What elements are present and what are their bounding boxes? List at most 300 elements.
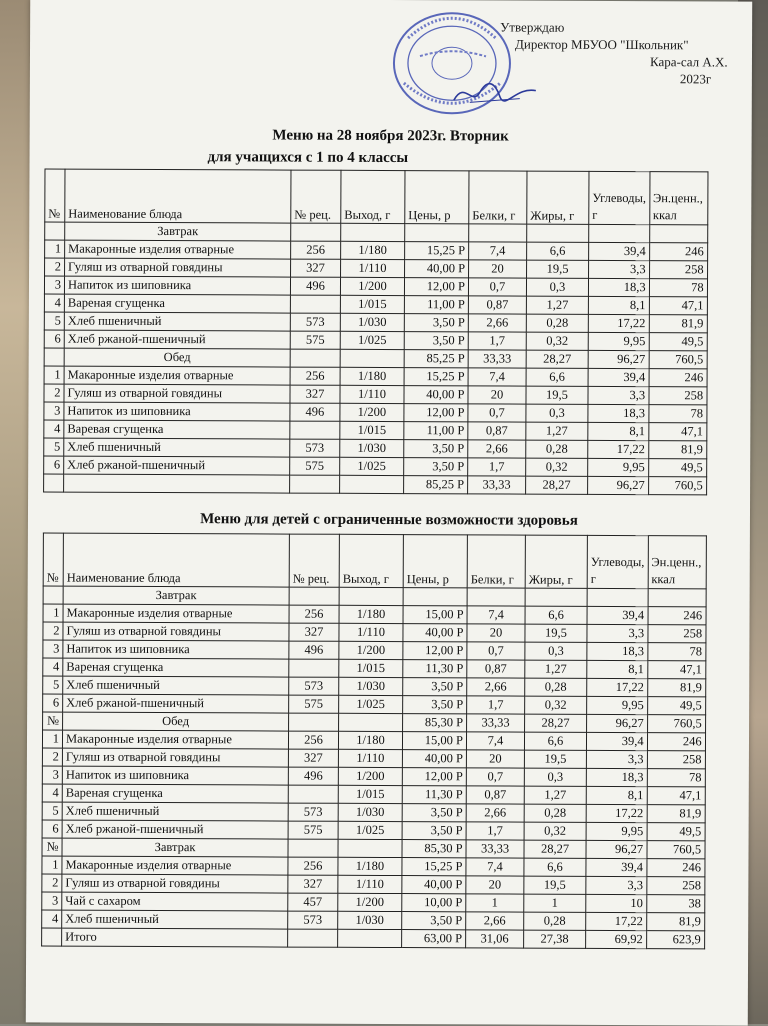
director-name: Кара-сал А.Х.: [649, 54, 728, 70]
table-cell: 1,7: [468, 332, 526, 350]
table-cell: 6: [44, 330, 64, 348]
table-cell: 28,27: [526, 350, 588, 368]
table-cell: 0,32: [525, 696, 587, 714]
table-cell: 327: [288, 875, 338, 893]
table-cell: 63,00 Р: [402, 930, 466, 948]
table-cell: 40,00 Р: [402, 876, 466, 894]
table-cell: 5: [44, 312, 64, 330]
table-cell: 8,1: [588, 422, 649, 440]
table-cell: 38: [646, 895, 704, 913]
table-cell: [45, 222, 65, 240]
table-cell: 575: [290, 457, 340, 475]
table-cell: 1/025: [339, 695, 403, 713]
table-cell: 3,3: [586, 876, 647, 894]
table-cell: Гуляш из отварной говядины: [65, 258, 291, 277]
table-cell: 1/200: [339, 641, 403, 659]
column-header: Жиры, г: [527, 171, 589, 224]
table-cell: [649, 225, 707, 243]
table-cell: 47,1: [648, 423, 706, 441]
table-cell: 12,00 Р: [404, 278, 468, 296]
table-cell: 2: [42, 874, 62, 892]
table-cell: Хлеб пшеничный: [62, 910, 288, 929]
table-cell: 19,5: [525, 624, 587, 642]
table-cell: 1,7: [466, 822, 524, 840]
table-cell: 40,00 Р: [402, 750, 466, 768]
table-cell: 49,5: [647, 697, 705, 715]
table-cell: 1: [524, 894, 586, 912]
table-cell: 20: [467, 624, 525, 642]
table-cell: 18,3: [587, 642, 648, 660]
table-cell: 49,5: [649, 333, 707, 351]
table-cell: 1,27: [526, 422, 588, 440]
table-cell: 4: [43, 658, 63, 676]
table-cell: 0,3: [526, 404, 588, 422]
table-cell: 7,4: [469, 242, 527, 260]
table-cell: 0,7: [467, 642, 525, 660]
table-cell: 7,4: [466, 732, 524, 750]
table-cell: 5: [44, 438, 64, 456]
table-cell: 1,7: [468, 458, 526, 476]
table-cell: 19,5: [526, 386, 588, 404]
table-cell: 11,00 Р: [404, 422, 468, 440]
table-cell: 47,1: [649, 297, 707, 315]
table-cell: 18,3: [586, 768, 647, 786]
table-cell: №: [42, 838, 62, 856]
table-cell: 256: [288, 731, 338, 749]
table-cell: [290, 421, 340, 439]
table-cell: 1/180: [341, 241, 405, 259]
table-cell: 760,5: [647, 715, 705, 733]
table-cell: №: [43, 712, 63, 730]
table-cell: 0,87: [468, 422, 526, 440]
table-cell: 1/015: [340, 421, 404, 439]
table-cell: 3: [44, 402, 64, 420]
table-cell: 7,4: [467, 606, 525, 624]
table-cell: [339, 713, 403, 731]
table-cell: 1/110: [339, 623, 403, 641]
table-cell: 17,22: [586, 912, 647, 930]
table-cell: 40,00 Р: [404, 386, 468, 404]
table-cell: 1,27: [524, 786, 586, 804]
table-cell: 246: [647, 733, 705, 751]
table-cell: Гуляш из отварной говядины: [62, 748, 288, 767]
column-header: Эн.ценн., ккал: [649, 172, 707, 225]
table-cell: 0,7: [468, 278, 526, 296]
table-cell: 2,66: [467, 678, 525, 696]
table-cell: 39,4: [586, 858, 647, 876]
table-cell: 20: [469, 260, 527, 278]
table-cell: 1/025: [340, 457, 404, 475]
column-header: Наименование блюда: [65, 169, 291, 223]
table-cell: 3,50 Р: [402, 912, 466, 930]
table-cell: [288, 929, 338, 947]
table-cell: 33,33: [466, 840, 524, 858]
table-cell: 85,30 Р: [402, 840, 466, 858]
table-cell: 1: [45, 240, 65, 258]
table-cell: 1/030: [338, 803, 402, 821]
table-cell: 33,33: [468, 350, 526, 368]
table-cell: 19,5: [527, 260, 589, 278]
table-cell: 7,4: [468, 368, 526, 386]
table-cell: [589, 224, 650, 242]
header-row: [43, 533, 706, 589]
table-cell: 573: [290, 313, 340, 331]
total-row: [44, 474, 707, 495]
table-cell: 0,7: [468, 404, 526, 422]
table-cell: [527, 224, 589, 242]
table-cell: 575: [288, 821, 338, 839]
table-cell: 1/025: [340, 331, 404, 349]
table-cell: [290, 349, 340, 367]
table-cell: 246: [649, 369, 707, 387]
table-cell: 17,22: [588, 314, 649, 332]
total-row: [42, 928, 705, 949]
table-cell: Хлеб ржаной-пшеничный: [63, 694, 289, 713]
column-header: № рец.: [291, 170, 341, 223]
table-cell: 11,30 Р: [403, 660, 467, 678]
table-cell: 81,9: [646, 913, 704, 931]
column-header: №: [43, 533, 63, 586]
table-cell: 3,3: [588, 386, 649, 404]
table-cell: 1: [43, 604, 63, 622]
table-cell: 0,32: [526, 458, 588, 476]
section-title: Завтрак: [63, 586, 289, 605]
table-cell: [44, 474, 64, 492]
table-cell: 1/110: [340, 385, 404, 403]
table-cell: 49,5: [647, 823, 705, 841]
table-cell: 6: [42, 820, 62, 838]
table-cell: 3,50 Р: [404, 458, 468, 476]
table-cell: 1/110: [338, 875, 402, 893]
table-cell: Гуляш из отварной говядины: [64, 384, 290, 403]
table-cell: Макаронные изделия отварные: [62, 856, 288, 875]
table-cell: Макаронные изделия отварные: [63, 604, 289, 623]
table-cell: 81,9: [648, 441, 706, 459]
table-cell: Гуляш из отварной говядины: [62, 874, 288, 893]
table-cell: 0,3: [525, 642, 587, 660]
table-cell: 11,00 Р: [404, 296, 468, 314]
table-cell: 78: [647, 643, 705, 661]
table-cell: 15,25 Р: [402, 858, 466, 876]
table-cell: 3,50 Р: [404, 332, 468, 350]
table-cell: 9,95: [587, 696, 648, 714]
table-cell: 28,27: [524, 840, 586, 858]
table-cell: 27,38: [524, 930, 586, 948]
table-cell: 18,3: [588, 278, 649, 296]
header-row: [45, 169, 708, 225]
table-cell: Хлеб ржаной-пшеничный: [64, 330, 290, 349]
table-cell: [405, 224, 469, 242]
table-cell: Макаронные изделия отварные: [62, 730, 288, 749]
table-cell: 1/200: [340, 403, 404, 421]
signature: [450, 78, 540, 108]
column-header: Выход, г: [339, 534, 403, 587]
table-cell: 246: [648, 607, 706, 625]
column-header: № рец.: [289, 534, 339, 587]
table-cell: [291, 223, 341, 241]
table-cell: 1: [466, 894, 524, 912]
table-cell: 5: [43, 676, 63, 694]
table-cell: [648, 589, 706, 607]
table-cell: 1/110: [338, 749, 402, 767]
table-cell: [340, 475, 404, 493]
table-cell: [44, 348, 64, 366]
table-cell: 496: [290, 403, 340, 421]
menu-table-1: [43, 168, 708, 495]
column-header: Наименование блюда: [63, 533, 289, 587]
table-cell: 40,00 Р: [405, 260, 469, 278]
table-cell: 12,00 Р: [403, 642, 467, 660]
table-cell: 256: [290, 367, 340, 385]
table-cell: 7,4: [466, 858, 524, 876]
table-cell: 1: [42, 856, 62, 874]
menu-subtitle: для учащихся с 1 по 4 классы: [207, 149, 409, 167]
table-cell: 246: [649, 243, 707, 261]
table-cell: 6,6: [525, 606, 587, 624]
table-cell: 1,27: [525, 660, 587, 678]
table-cell: 573: [288, 911, 338, 929]
table-cell: 47,1: [647, 787, 705, 805]
table-cell: Напиток из шиповника: [64, 402, 290, 421]
table-cell: 19,5: [524, 750, 586, 768]
table-cell: 457: [288, 893, 338, 911]
table-cell: 11,30 Р: [402, 786, 466, 804]
table-cell: 1/180: [338, 731, 402, 749]
column-header: Белки, г: [469, 171, 527, 224]
table-cell: 6,6: [526, 368, 588, 386]
table-cell: [290, 295, 340, 313]
table-cell: 0,87: [468, 296, 526, 314]
table-cell: 28,27: [526, 476, 588, 494]
table-cell: 258: [649, 261, 707, 279]
table-cell: 623,9: [646, 931, 704, 949]
table-cell: 15,00 Р: [402, 732, 466, 750]
table-cell: 0,7: [466, 768, 524, 786]
table-cell: 12,00 Р: [404, 404, 468, 422]
table-cell: 575: [290, 331, 340, 349]
table-cell: 85,25 Р: [404, 476, 468, 494]
table-cell: 0,32: [524, 822, 586, 840]
table-cell: 1/180: [339, 605, 403, 623]
table-cell: 258: [649, 387, 707, 405]
table-cell: Хлеб ржаной-пшеничный: [64, 456, 290, 475]
table-cell: 40,00 Р: [403, 624, 467, 642]
table-cell: 0,3: [524, 768, 586, 786]
table-cell: 2: [45, 258, 65, 276]
table-cell: 8,1: [586, 786, 647, 804]
table-cell: 760,5: [647, 841, 705, 859]
column-header: Белки, г: [467, 535, 525, 588]
table-cell: Хлеб пшеничный: [64, 438, 290, 457]
table-cell: Варевая сгущенка: [64, 420, 290, 439]
table-cell: 15,25 Р: [405, 242, 469, 260]
table-cell: 4: [44, 420, 64, 438]
table-cell: 496: [290, 277, 340, 295]
table-cell: 0,28: [524, 912, 586, 930]
table-cell: Напиток из шиповника: [62, 766, 288, 785]
table-cell: 1/180: [338, 857, 402, 875]
table-cell: 69,92: [586, 930, 647, 948]
menu-title: Меню на 28 ноября 2023г. Вторник: [272, 127, 509, 145]
table-cell: 2,66: [466, 912, 524, 930]
table-cell: 2: [42, 748, 62, 766]
table-cell: 33,33: [468, 476, 526, 494]
table-cell: 15,00 Р: [403, 606, 467, 624]
table-cell: 1/030: [340, 313, 404, 331]
table-cell: 3,50 Р: [402, 804, 466, 822]
table-cell: 760,5: [648, 477, 706, 495]
table-cell: 0,87: [467, 660, 525, 678]
table-cell: Хлеб пшеничный: [63, 676, 289, 695]
table-cell: 1/015: [338, 785, 402, 803]
table-cell: 2: [43, 622, 63, 640]
table-cell: 17,22: [587, 678, 648, 696]
table-cell: 3: [42, 766, 62, 784]
table-cell: [339, 587, 403, 605]
table-cell: Хлеб пшеничный: [64, 312, 290, 331]
table-cell: 33,33: [467, 714, 525, 732]
table-cell: Обед: [63, 712, 289, 731]
table-cell: Напиток из шиповника: [63, 640, 289, 659]
table-cell: [338, 839, 402, 857]
table-cell: 3,50 Р: [403, 696, 467, 714]
table-cell: 85,25 Р: [404, 350, 468, 368]
table-cell: Вареная сгущенка: [64, 294, 290, 313]
table-cell: [289, 587, 339, 605]
table-cell: [525, 588, 587, 606]
table-cell: 3,3: [587, 624, 648, 642]
table-cell: 15,25 Р: [404, 368, 468, 386]
table-cell: 20: [468, 386, 526, 404]
menu-title-ovz: Меню для детей с ограниченные возможности здоровья: [200, 511, 578, 529]
table-cell: [587, 588, 648, 606]
table-cell: Обед: [64, 348, 290, 367]
table-cell: 1/180: [340, 367, 404, 385]
table-cell: [288, 785, 338, 803]
table-cell: 3,50 Р: [404, 314, 468, 332]
table-cell: 39,4: [586, 732, 647, 750]
table-cell: 39,4: [587, 606, 648, 624]
table-cell: [403, 588, 467, 606]
table-cell: 9,95: [588, 332, 649, 350]
table-cell: [338, 929, 402, 947]
menu-table-2: [41, 532, 706, 949]
table-cell: [341, 223, 405, 241]
table-cell: 1: [44, 366, 64, 384]
table-cell: 96,27: [587, 714, 648, 732]
table-cell: 3,50 Р: [403, 678, 467, 696]
table-cell: [289, 659, 339, 677]
table-cell: [288, 839, 338, 857]
table-cell: 1/030: [340, 439, 404, 457]
table-cell: Чай с сахаром: [62, 892, 288, 911]
table-cell: 4: [44, 294, 64, 312]
table-cell: 258: [648, 625, 706, 643]
table-cell: 256: [291, 241, 341, 259]
table-cell: 2,66: [468, 440, 526, 458]
table-cell: Макаронные изделия отварные: [65, 240, 291, 259]
table-cell: 573: [290, 439, 340, 457]
section-title: Завтрак: [65, 222, 291, 241]
table-cell: 9,95: [588, 458, 649, 476]
table-cell: 6,6: [524, 732, 586, 750]
table-cell: Вареная сгущенка: [62, 784, 288, 803]
table-cell: 258: [646, 877, 704, 895]
column-header: Цены, р: [405, 171, 469, 224]
table-cell: [467, 588, 525, 606]
table-cell: 17,22: [586, 804, 647, 822]
column-header: Углеводы, г: [589, 171, 650, 224]
table-cell: 1,7: [467, 696, 525, 714]
table-cell: 327: [289, 623, 339, 641]
column-header: Жиры, г: [525, 535, 587, 588]
table-cell: 327: [288, 749, 338, 767]
table-cell: 575: [289, 695, 339, 713]
table-cell: 20: [466, 750, 524, 768]
table-cell: 2: [44, 384, 64, 402]
table-cell: 2,66: [468, 314, 526, 332]
table-cell: Завтрак: [62, 838, 288, 857]
column-header: Выход, г: [341, 170, 405, 223]
table-cell: 0,28: [526, 440, 588, 458]
table-cell: Напиток из шиповника: [64, 276, 290, 295]
table-cell: 81,9: [649, 315, 707, 333]
column-header: №: [45, 169, 65, 222]
table-cell: 1/015: [340, 295, 404, 313]
table-cell: Хлеб ржаной-пшеничный: [62, 820, 288, 839]
table-cell: 4: [42, 910, 62, 928]
table-cell: 78: [649, 405, 707, 423]
table-cell: Вареная сгущенка: [63, 658, 289, 677]
table-cell: 0,3: [526, 278, 588, 296]
table-cell: 2,66: [466, 804, 524, 822]
table-cell: 39,4: [588, 368, 649, 386]
table-cell: 6: [44, 456, 64, 474]
table-cell: 1/110: [341, 259, 405, 277]
table-cell: 1: [42, 730, 62, 748]
table-cell: 81,9: [647, 679, 705, 697]
table-cell: 78: [649, 279, 707, 297]
table-cell: 327: [290, 385, 340, 403]
table-cell: 4: [42, 784, 62, 802]
table-cell: 256: [289, 605, 339, 623]
table-cell: 3: [44, 276, 64, 294]
table-cell: [289, 713, 339, 731]
approval-label: Утверждаю: [500, 19, 565, 35]
table-cell: 1/030: [338, 911, 402, 929]
table-cell: [340, 349, 404, 367]
table-cell: 0,87: [466, 786, 524, 804]
table-cell: 1,27: [526, 296, 588, 314]
column-header: Углеводы, г: [587, 535, 648, 588]
table-cell: 256: [288, 857, 338, 875]
table-cell: 31,06: [466, 930, 524, 948]
table-cell: 10: [586, 894, 647, 912]
table-cell: Макаронные изделия отварные: [64, 366, 290, 385]
table-cell: 0,28: [524, 804, 586, 822]
table-cell: 3,50 Р: [402, 822, 466, 840]
table-cell: Итого: [62, 928, 288, 947]
table-cell: 258: [647, 751, 705, 769]
column-header: Цены, р: [403, 535, 467, 588]
table-cell: [469, 224, 527, 242]
table-cell: 1/015: [339, 659, 403, 677]
approval-year: 2023г: [679, 71, 712, 87]
table-cell: 5: [42, 802, 62, 820]
table-cell: 1/200: [338, 767, 402, 785]
table-cell: 12,00 Р: [402, 768, 466, 786]
table-cell: 3,50 Р: [404, 440, 468, 458]
